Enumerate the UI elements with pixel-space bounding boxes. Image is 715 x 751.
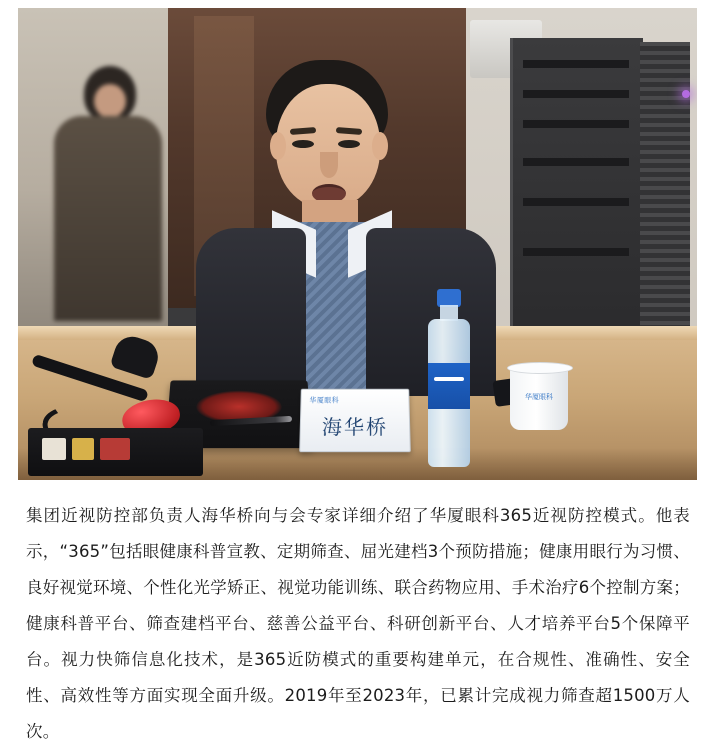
speaker-ear-right — [372, 132, 388, 160]
desk-nameplate — [299, 389, 411, 452]
speaker-ear-left — [270, 132, 286, 160]
nameplate-logo: 华厦眼科 — [309, 397, 340, 405]
cabinet-slot — [523, 248, 629, 256]
photo-scene — [18, 8, 697, 480]
article-photo — [18, 8, 697, 480]
nameplate-name: 海华桥 — [321, 415, 389, 439]
water-bottle — [426, 289, 472, 467]
cabinet-slot — [523, 158, 629, 166]
article-body-text: 集团近视防控部负责人海华桥向与会专家详细介绍了华厦眼科365近视防控模式。他表示，“365”包括眼健康科普宣教、定期筛查、屈光建档3个预防措施；健康用眼行为习惯、良好视觉环境、个性化光学矫正、视觉功能训练、联合药物应用、手术治疗6个控制方案；健康科普平台、筛查建档平台、慈善公益平台、科研创新平台、人才培养平台5个保障平台。视力快筛信息化技术，是365近防模式的重要构建单元，在合规性、准确性、安全性、高效性等方面实现全面升级。2019年至2023年，已累计完成视力筛查超1500万人次。 — [26, 506, 690, 741]
paper-cup — [510, 366, 568, 430]
server-cabinet — [510, 38, 643, 338]
speaker-eye-right — [338, 140, 360, 148]
background-person — [54, 66, 162, 321]
tray-item — [42, 438, 66, 460]
tray-item — [100, 438, 130, 460]
speaker-nose — [320, 152, 338, 178]
background-person-body — [54, 116, 162, 321]
bottle-label — [428, 363, 470, 409]
status-led-icon — [682, 90, 690, 98]
cup-logo: 华厦眼科 — [525, 394, 553, 401]
cabinet-slot — [523, 60, 629, 68]
cabinet-slot — [523, 90, 629, 98]
cup-rim — [507, 362, 573, 374]
microphone-head — [110, 332, 163, 380]
cabinet-slot — [523, 198, 629, 206]
speaker-jacket-left — [196, 228, 306, 396]
desk-tray — [28, 428, 203, 476]
background-person-face — [94, 84, 126, 118]
tray-item — [72, 438, 94, 460]
cabinet-slot — [523, 120, 629, 128]
microphone-arm — [30, 338, 160, 430]
cabinet-grille — [640, 42, 690, 332]
speaker-eye-left — [292, 140, 314, 148]
